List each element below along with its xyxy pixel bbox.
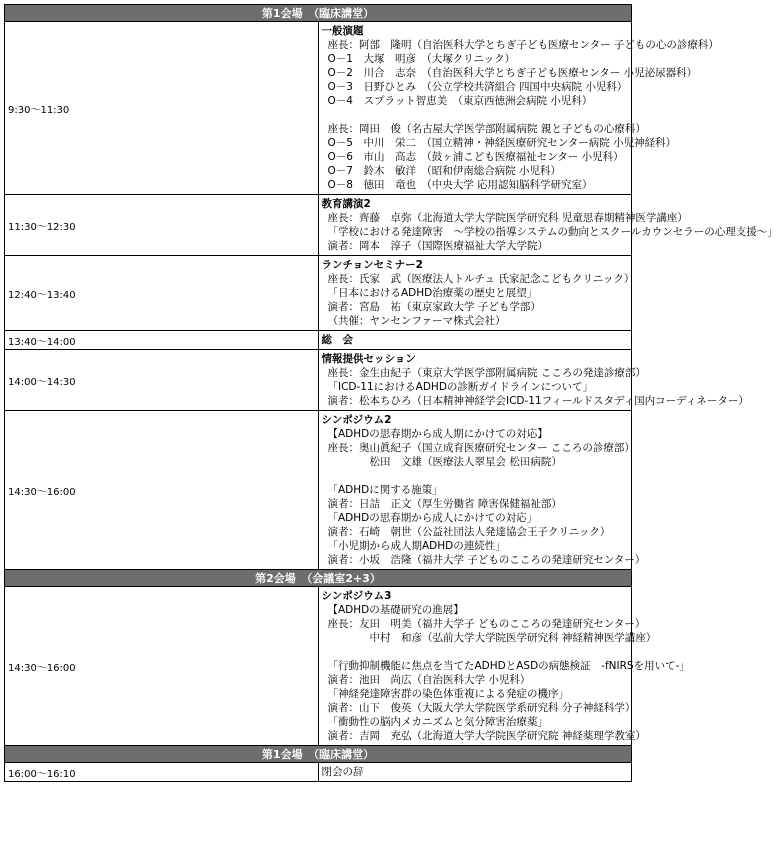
session-title: 教育講演2 (321, 198, 371, 210)
session-luncheon-seminar-2 (5, 256, 632, 331)
session-title: シンポジウム3 (321, 590, 392, 602)
session-content: 情報提供セッション 座長：金生由紀子（東京大学医学部附属病院 こころの発達診療部） 「ICD-11におけるADHDの診断ガイドラインについて」 演者：松本ちひろ（日本精神神経学会ICD-11フィールドスタディ国内コーディネーター） (318, 350, 632, 411)
session-time: 14:30～16:00 (5, 411, 319, 570)
session-time: 14:00～14:30 (5, 350, 319, 411)
session-general-presentations (5, 22, 632, 195)
venue-header-2: 第2会場 （会議室2+3） (5, 570, 632, 587)
session-education-lecture-2 (5, 195, 632, 256)
session-time: 9:30～11:30 (5, 22, 319, 195)
presenter-group-b: 座長：岡田 俊（名古屋大学医学部附属病院 親と子どもの心療科） O－5 中川 栄二 （国立精神・神経医療研究センター病院 小児神経科） O－6 市山 高志 （鼓ヶ浦こども医療福祉センター 小児科） O－7 鈴木 敏洋 （昭和伊南総合病院 小児科） O－8 徳田 竜也 （中央大学 応用認知脳科学研究室） (327, 123, 677, 191)
session-closing (5, 763, 632, 782)
venue-header-1: 第1会場 （臨床講堂） (5, 5, 632, 22)
session-content: ランチョンセミナー2 座長：氏家 武（医療法人トルチュ 氏家記念こどもクリニック） 「日本におけるADHD治療薬の歴史と展望」 演者：宮島 祐（東京家政大学 子ども学部） （共催：ヤンセンファーマ株式会社） (318, 256, 632, 331)
session-time: 12:40～13:40 (5, 256, 319, 331)
session-title: 一般演題 (321, 25, 364, 37)
session-content: シンポジウム3 【ADHDの基礎研究の進展】 座長：友田 明美（福井大学子 どものこころの発達研究センター） 中村 和彦（弘前大学大学院医学研究科 神経精神医学講座） 「行動抑制機能に焦点を当てたADHDとASDの病態検証 -fNIRSを用いて-」 演者：池田 尚広（自治医科大学 小児科） 「神経発達障害群の染色体重複による発症の機序」 演者：山下 俊英（大阪大学大学院医学系研究科 分子神経科学） 「衝動性の脳内メカニズムと気分障害治療薬」 演者：吉岡 充弘（北海道大学大学院医学研究院 神経薬理学教室） (318, 587, 632, 746)
session-time: 13:40～14:00 (5, 331, 319, 350)
session-title: ランチョンセミナー2 (321, 259, 423, 271)
symposium-theme: 【ADHDの思春期から成人期にかけての対応】 (327, 428, 548, 440)
program-schedule (4, 4, 778, 782)
session-title: 情報提供セッション (321, 353, 416, 365)
session-symposium-2 (5, 411, 632, 570)
presenter-group-a: 座長：阿部 隆明（自治医科大学とちぎ子ども医療センター 子どもの心の診療科） O－1 大塚 明彦 （大塚クリニック） O－2 川合 志奈 （自治医科大学とちぎ子ども医療センター 小児泌尿器科） O－3 日野ひとみ （公立学校共済組合 四国中央病院 小児科） O－4 スプラット智恵美 （東京西徳洲会病院 小児科） (327, 39, 719, 107)
session-general-meeting (5, 331, 632, 350)
session-content: 教育講演2 座長：齊藤 卓弥（北海道大学大学院医学研究科 児童思春期精神医学講座） 「学校における発達障害 ～学校の指導システムの動向とスクールカウンセラーの心理支援～」 演者：岡本 淳子（国際医療福祉大学大学院） (318, 195, 632, 256)
session-title: 総 会 (321, 334, 353, 346)
session-content: シンポジウム2 【ADHDの思春期から成人期にかけての対応】 座長：奥山眞紀子（国立成育医療研究センター こころの診療部） 松田 文雄（医療法人翠星会 松田病院） 「ADHDに関する施策」 演者：日詰 正文（厚生労働省 障害保健福祉部） 「ADHDの思春期から成人にかけての対応」 演者：石崎 朝世（公益社団法人発達協会王子クリニック） 「小児期から成人期ADHDの連続性」 演者：小坂 浩隆（福井大学 子どものこころの発達研究センター） (318, 411, 632, 570)
session-symposium-3 (5, 587, 632, 746)
schedule-table (4, 4, 778, 782)
session-title: 閉会の辞 (321, 766, 364, 778)
session-information (5, 350, 632, 411)
session-time: 16:00～16:10 (5, 763, 319, 782)
session-time: 11:30～12:30 (5, 195, 319, 256)
session-content (318, 763, 632, 782)
session-time: 14:30～16:00 (5, 587, 319, 746)
venue-header-3: 第1会場 （臨床講堂） (5, 746, 632, 763)
session-title: シンポジウム2 (321, 414, 392, 426)
session-content (318, 331, 632, 350)
symposium-theme: 【ADHDの基礎研究の進展】 (327, 604, 464, 616)
session-content (318, 22, 719, 195)
